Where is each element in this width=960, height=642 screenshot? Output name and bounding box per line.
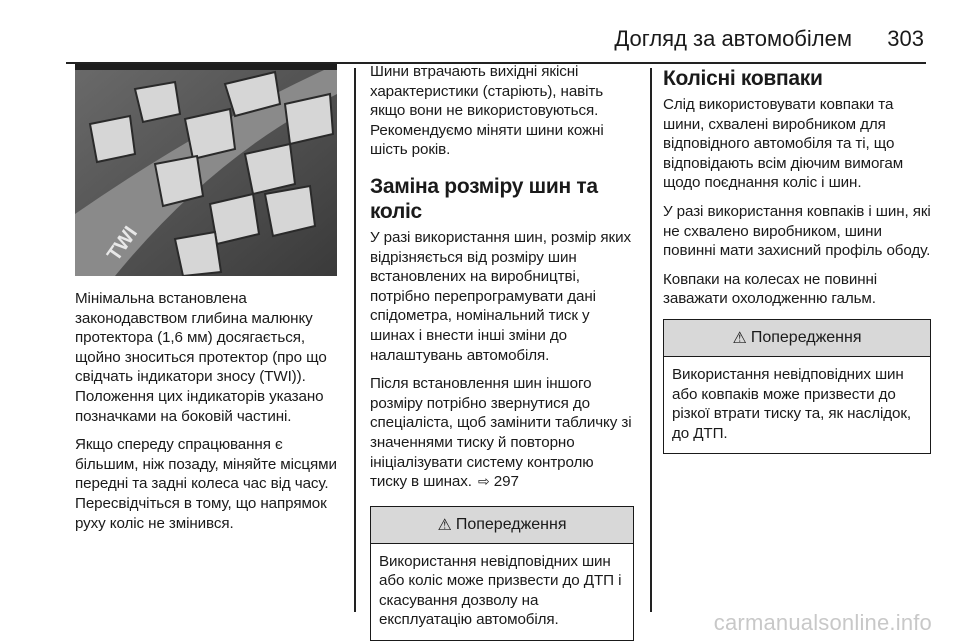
warning-text: Використання невідповідних шин або коліс може призвести до ДТП і скасування дозволу на експлуатацію автомобіля.	[379, 552, 622, 629]
size-change-paragraph: У разі використання шин, розмір яких відрізняється від розміру шин встановлених на виробництві, потрібно перепрограмувати дані спідометра, номінальний тиск у шинах і внести інші зміни до налаштувань автомобіля.	[370, 228, 631, 364]
site-watermark: carmanualsonline.info	[713, 610, 932, 635]
warning-box-covers	[663, 319, 931, 454]
wheel-covers-paragraph-1: Слід використовувати ковпаки та шини, схвалені виробником для відповідного автомобіля та ті, що відповідають всім діючим вимогам щодо поєднання коліс і шин.	[663, 96, 904, 192]
page-number: 303	[887, 26, 924, 51]
warning-title: Попередження	[750, 328, 862, 346]
warning-body	[664, 357, 930, 453]
warning-text: Використання невідповідних шин або ковпаків може призвести до різкої втрати тиску та, як наслідок, до ДТП.	[672, 365, 912, 442]
page-header	[0, 22, 960, 62]
pressure-system-paragraph	[370, 374, 634, 492]
twi-label: TWI	[103, 222, 143, 266]
warning-title: Попередження	[455, 515, 567, 533]
warning-box-tires	[370, 506, 634, 641]
section-heading-size-change: Заміна розміру шин та коліс	[370, 174, 598, 223]
wheel-covers-paragraph-3: Ковпаки на колесах не повинні заважати охолодженню гальм.	[663, 270, 878, 308]
cross-reference-arrow-icon[interactable]: ⇨	[478, 473, 490, 490]
column-1	[75, 62, 345, 542]
aging-paragraph: Шини втрачають вихідні якісні характеристики (старіють), навіть якщо вони не використовуються. Рекомендуємо міняти шини кожні шість років.	[370, 63, 604, 159]
figure-caption: Мінімальна встановлена законодавством глибина малюнку протектора (1,6 мм) досягається, щойно зноситься протектор (про що свідчать індикатори зносу (TWI)). Положення цих індикаторів указано позначками на боковій частині.	[75, 290, 327, 425]
warning-body	[371, 544, 633, 640]
wheel-covers-paragraph-2: У разі використання ковпаків і шин, які не схвалено виробником, шини повинні мати захисний профіль ободу.	[663, 202, 931, 260]
column-divider-1	[354, 68, 356, 612]
column-divider-2	[650, 68, 652, 612]
column-3	[663, 62, 931, 454]
cross-reference-page[interactable]: 297	[493, 473, 519, 491]
rotation-paragraph: Якщо спереду спрацювання є більшим, ніж позаду, міняйте місцями передні та задні колеса час від часу. Пересвідчіться в тому, що напрямок руху коліс не змінився.	[75, 436, 337, 532]
pressure-system-text: Після встановлення шин іншого розміру потрібно звернутися до спеціаліста, щоб замінити табличку зі значеннями тиску й повторно ініціалізувати систему контролю тиску в шинах.	[370, 375, 632, 491]
header-title: Догляд за автомобілем	[614, 26, 852, 51]
warning-triangle-icon: ⚠	[732, 329, 747, 347]
section-heading-wheel-covers: Колісні ковпаки	[663, 67, 823, 90]
tire-tread-illustration	[75, 64, 337, 276]
column-2	[370, 62, 634, 641]
warning-header	[371, 507, 633, 544]
warning-triangle-icon: ⚠	[437, 516, 452, 534]
tire-tread-drawing	[75, 64, 337, 276]
warning-header	[664, 320, 930, 357]
